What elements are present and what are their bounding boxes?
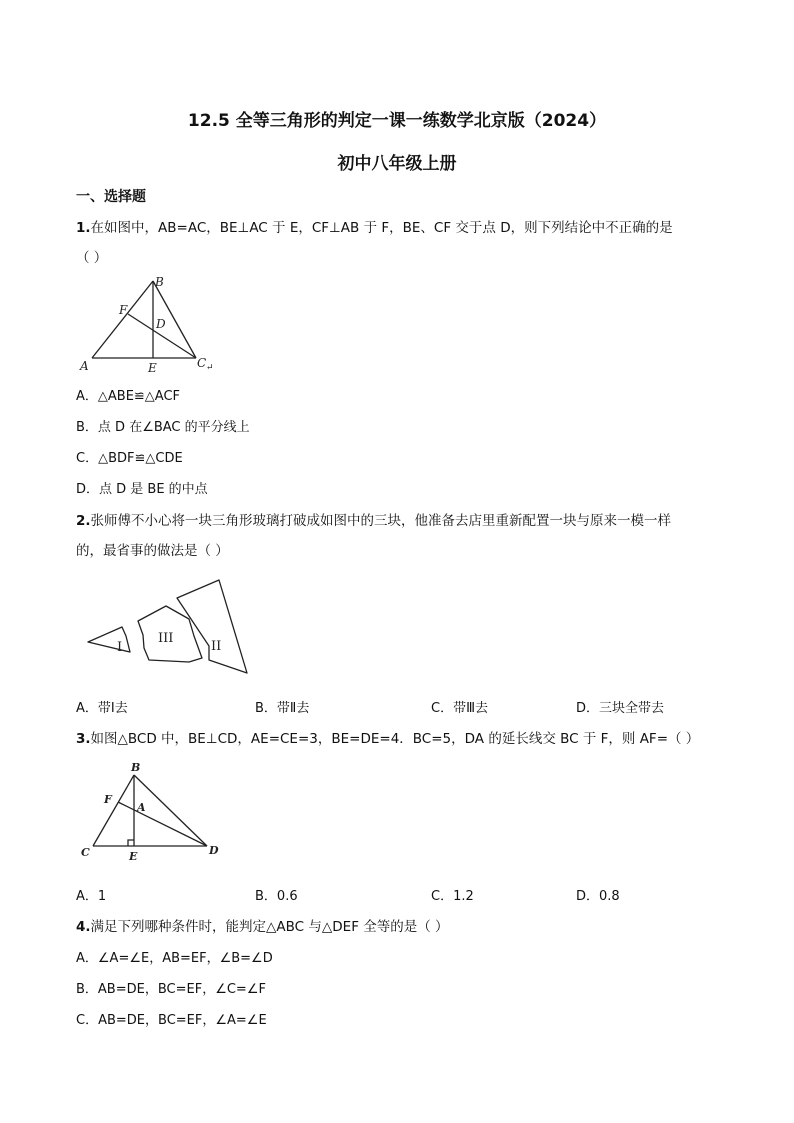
q2-label-piece-3: III	[158, 631, 174, 646]
q2-label-piece-1: I	[117, 640, 123, 655]
q1-option-b: B．点 D 在∠BAC 的平分线上	[76, 420, 250, 435]
q3-option-b: B．0.6	[255, 889, 298, 904]
q1-side-ab	[92, 281, 153, 358]
q3-right-angle-mark	[128, 840, 134, 846]
q1-text: 在如图中，AB=AC，BE⊥AC 于 E，CF⊥AB 于 F，BE、CF 交于点 D，则下列结论中不正确的是	[90, 220, 673, 236]
q3-label-f: F	[104, 793, 112, 806]
q1-figure	[76, 272, 226, 374]
q2-stem-line1	[76, 509, 671, 529]
q1-option-a: A．△ABE≌△ACF	[76, 389, 181, 404]
q1-label-b: B	[155, 275, 164, 289]
q3-label-a: A	[137, 801, 146, 814]
q3-option-d: D．0.8	[576, 889, 620, 904]
q1-stem-line2: （ ）	[76, 250, 108, 266]
q1-stem-line1	[76, 216, 673, 236]
q2-text: 张师傅不小心将一块三角形玻璃打破成如图中的三块，他准备去店里重新配置一块与原来一模一样	[90, 513, 672, 529]
q3-option-a: A．1	[76, 889, 107, 904]
q3-stem	[76, 727, 699, 747]
q2-option-c: C．带Ⅲ去	[431, 701, 489, 716]
q1-label-d: D	[156, 317, 166, 331]
q4-number: 4.	[76, 919, 91, 935]
q4-text: 满足下列哪种条件时，能判定△ABC 与△DEF 全等的是（ ）	[90, 919, 449, 935]
q4-option-a: A．∠A=∠E，AB=EF，∠B=∠D	[76, 951, 273, 966]
q4-option-c: C．AB=DE，BC=EF，∠A=∠E	[76, 1013, 267, 1028]
q2-stem-line2: 的，最省事的做法是（ ）	[76, 543, 229, 559]
section-heading: 一、选择题	[76, 189, 146, 205]
q1-number: 1.	[76, 220, 91, 236]
q1-option-c: C．△BDF≌△CDE	[76, 451, 183, 466]
q2-option-d: D．三块全带去	[576, 701, 665, 716]
doc-title-line2: 初中八年级上册	[337, 154, 457, 174]
q2-option-b: B．带Ⅱ去	[255, 701, 310, 716]
q2-piece-1	[88, 627, 130, 652]
doc-title-line1: 12.5 全等三角形的判定一课一练数学北京版（2024）	[187, 111, 607, 131]
q3-side-bc	[93, 775, 134, 846]
q3-figure	[76, 760, 226, 870]
q1-label-e: E	[148, 361, 157, 375]
q4-option-b: B．AB=DE，BC=EF，∠C=∠F	[76, 982, 266, 997]
q2-label-piece-2: II	[211, 639, 222, 654]
q1-return-mark: ↵	[206, 363, 214, 373]
q2-piece-2	[177, 580, 247, 673]
q3-label-b: B	[131, 761, 141, 774]
q1-option-d: D．点 D 是 BE 的中点	[76, 482, 208, 497]
q3-option-c: C．1.2	[431, 889, 474, 904]
q1-label-c: C	[197, 356, 207, 370]
q3-label-d: D	[209, 844, 219, 857]
q1-label-f: F	[119, 303, 128, 317]
q3-number: 3.	[76, 731, 91, 747]
q2-option-a: A．带Ⅰ去	[76, 701, 128, 716]
q2-number: 2.	[76, 513, 91, 529]
q4-stem	[76, 915, 449, 935]
q3-label-e: E	[129, 850, 138, 863]
q3-label-c: C	[81, 846, 90, 859]
q3-text: 如图△BCD 中，BE⊥CD，AE=CE=3，BE=DE=4．BC=5，DA 的延长线交 BC 于 F，则 AF=（ ）	[90, 731, 700, 747]
q1-label-a: A	[80, 359, 89, 373]
q2-figure	[76, 576, 256, 678]
